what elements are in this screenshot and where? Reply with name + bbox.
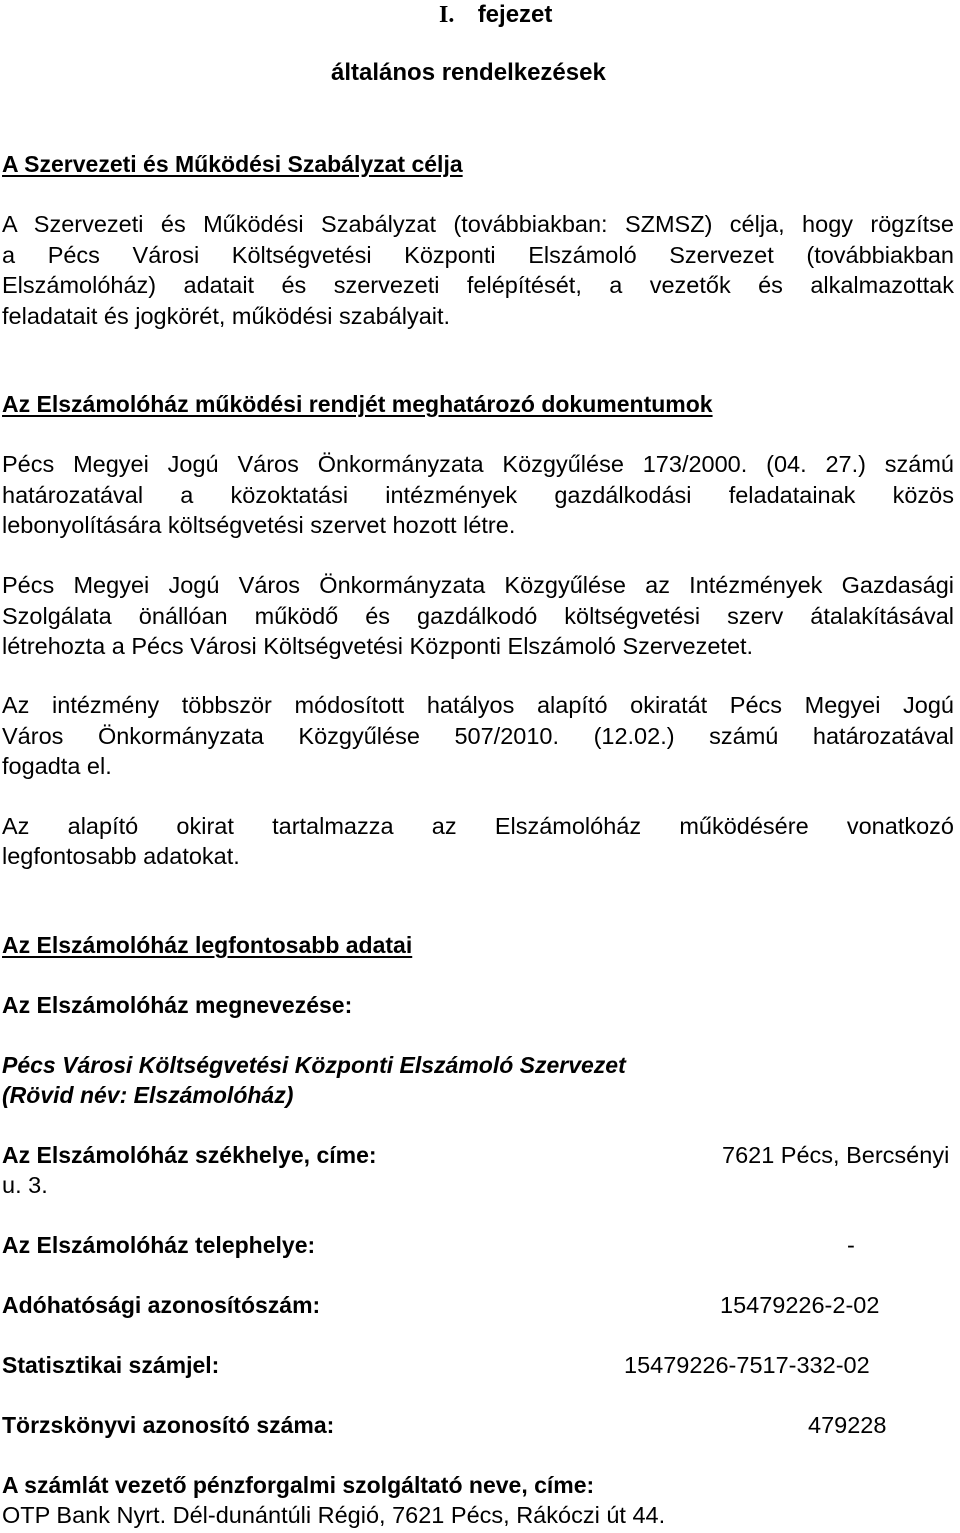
section-heading-purpose: A Szervezeti és Működési Szabályzat célja	[2, 151, 463, 177]
paragraph-line: létrehozta a Pécs Városi Költségvetési Központi Elszámoló Szervezetet.	[2, 633, 754, 659]
paragraph-line: Város Önkormányzata Közgyűlése 507/2010. (12.02.) számú határozatával	[2, 723, 954, 749]
paragraph-line: Szolgálata önállóan működő és gazdálkodó költségvetési szerv átalakításával	[2, 603, 954, 629]
paragraph-line: határozatával a közoktatási intézmények gazdálkodási feladatainak közös	[2, 482, 954, 508]
paragraph-line: Pécs Megyei Jogú Város Önkormányzata Közgyűlése az Intézmények Gazdasági	[2, 572, 954, 598]
paragraph-line: legfontosabb adatokat.	[2, 843, 240, 869]
chapter-heading	[439, 0, 552, 30]
paragraph-line: A Szervezeti és Működési Szabályzat (továbbiakban: SZMSZ) célja, hogy rögzítse	[2, 211, 954, 237]
paragraph-line: a Pécs Városi Költségvetési Központi Elszámoló Szervezet (továbbiakban	[2, 242, 954, 268]
paragraph-line: Pécs Megyei Jogú Város Önkormányzata Közgyűlése 173/2000. (04. 27.) számú	[2, 451, 954, 477]
site-value: -	[847, 1232, 855, 1258]
registry-id-value: 479228	[808, 1412, 887, 1438]
seat-value: 7621 Pécs, Bercsényi	[722, 1142, 950, 1168]
short-name: (Rövid név: Elszámolóház)	[2, 1082, 294, 1108]
paragraph-line: Az intézmény többször módosított hatályos alapító okiratát Pécs Megyei Jogú	[2, 692, 954, 718]
seat-value-continued: u. 3.	[2, 1172, 48, 1198]
section-heading-key-data: Az Elszámolóház legfontosabb adatai	[2, 932, 413, 958]
chapter-title: fejezet	[477, 1, 553, 28]
name-label: Az Elszámolóház megnevezése:	[2, 992, 353, 1018]
registry-id-label: Törzskönyvi azonosító száma:	[2, 1412, 335, 1438]
section-heading-documents: Az Elszámolóház működési rendjét meghatározó dokumentumok	[2, 391, 713, 417]
bank-value: OTP Bank Nyrt. Dél-dunántúli Régió, 7621 Pécs, Rákóczi út 44.	[2, 1502, 666, 1528]
paragraph-line: lebonyolítására költségvetési szervet hozott létre.	[2, 512, 516, 538]
statistical-code-value: 15479226-7517-332-02	[624, 1352, 870, 1378]
paragraph-line: Az alapító okirat tartalmazza az Elszámolóház működésére vonatkozó	[2, 813, 954, 839]
statistical-code-label: Statisztikai számjel:	[2, 1352, 220, 1378]
tax-id-value: 15479226-2-02	[720, 1292, 880, 1318]
site-label: Az Elszámolóház telephelye:	[2, 1232, 316, 1258]
tax-id-label: Adóhatósági azonosítószám:	[2, 1292, 321, 1318]
seat-label: Az Elszámolóház székhelye, címe:	[2, 1142, 377, 1168]
bank-label: A számlát vezető pénzforgalmi szolgáltató neve, címe:	[2, 1472, 595, 1498]
paragraph-line: feladatait és jogkörét, működési szabályait.	[2, 303, 451, 329]
name-value: Pécs Városi Költségvetési Központi Elszámoló Szervezet	[2, 1052, 626, 1078]
chapter-subtitle: általános rendelkezések	[331, 59, 606, 86]
paragraph-line: Elszámolóház) adatait és szervezeti felépítését, a vezetők és alkalmazottak	[2, 272, 954, 298]
chapter-number: I.	[439, 2, 455, 28]
paragraph-line: fogadta el.	[2, 753, 112, 779]
